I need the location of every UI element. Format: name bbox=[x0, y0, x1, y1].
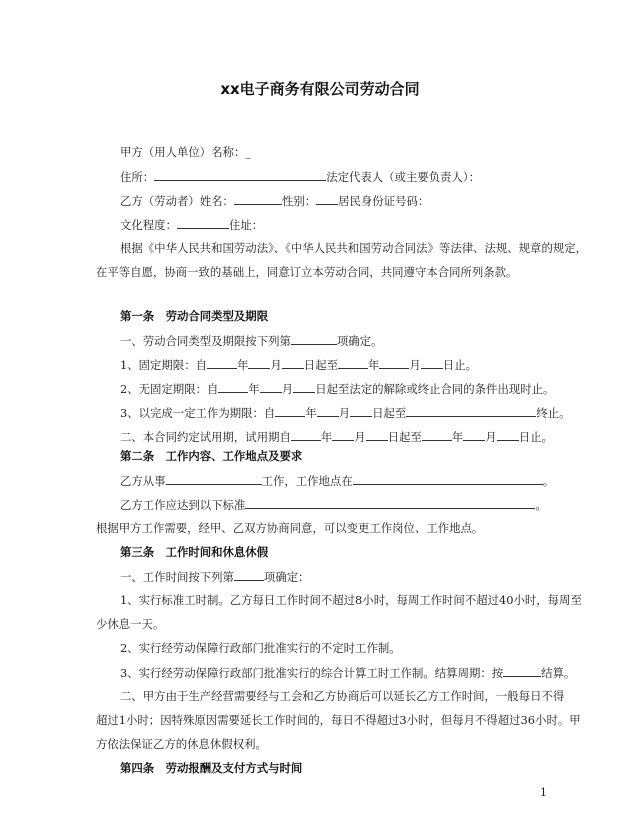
blank-field[interactable] bbox=[350, 404, 372, 417]
work-hours-line: 一、工作时间按下列第 项确定： bbox=[120, 570, 310, 584]
open-term-line: 2、无固定期限：自 年 月 日起至法定的解除或终止合同的条件出现时止。 bbox=[120, 382, 555, 396]
page-number: 1 bbox=[540, 786, 547, 799]
blank-field[interactable] bbox=[234, 192, 282, 205]
preamble-line-1: 根据《中华人民共和国劳动法》、《中华人民共和国劳动合同法》等法律、法规、规章的规定， bbox=[120, 241, 588, 255]
blank-field[interactable] bbox=[497, 428, 519, 441]
fixed-term-line: 1、固定期限：自 年 月 日起至 年 月 日止。 bbox=[120, 358, 477, 372]
overtime-line-2: 超过1小时；因特殊原因需要延长工作时间的，每日不得超过3小时，但每月不得超过36小时。甲 bbox=[96, 713, 581, 727]
blank-field[interactable] bbox=[234, 568, 264, 581]
blank-field[interactable] bbox=[282, 356, 304, 369]
blank-field[interactable] bbox=[248, 356, 270, 369]
work-standard-line: 乙方工作应达到以下标准 。 bbox=[120, 498, 547, 512]
overtime-line-3: 方依法保证乙方的休息休假权利。 bbox=[96, 737, 267, 751]
flexible-hours-line: 2、实行经劳动保障行政部门批准实行的不定时工作制。 bbox=[120, 641, 401, 655]
blank-field[interactable] bbox=[379, 356, 409, 369]
blank-field[interactable] bbox=[332, 428, 354, 441]
preamble-line-2: 在平等自愿，协商一致的基础上，同意订立本劳动合同，共同遵守本合同所列条款。 bbox=[96, 265, 518, 279]
blank-field[interactable] bbox=[316, 192, 338, 205]
job-change-line: 根据甲方工作需要，经甲、乙双方协商同意，可以变更工作岗位、工作地点。 bbox=[96, 521, 484, 535]
blank-field[interactable] bbox=[275, 404, 305, 417]
article-2-heading: 第二条 工作内容、工作地点及要求 bbox=[120, 449, 303, 463]
article-1-heading: 第一条 劳动合同类型及期限 bbox=[120, 309, 269, 323]
blank-field[interactable] bbox=[353, 472, 543, 485]
blank-field[interactable] bbox=[260, 380, 282, 393]
party-b-line: 乙方（劳动者）姓名： 性别： 居民身份证号码： bbox=[120, 194, 430, 208]
blank-field[interactable] bbox=[421, 356, 443, 369]
blank-field[interactable] bbox=[293, 380, 315, 393]
blank-field[interactable] bbox=[218, 380, 248, 393]
article-4-heading: 第四条 劳动报酬及支付方式与时间 bbox=[120, 761, 303, 775]
blank-field[interactable] bbox=[422, 428, 452, 441]
blank-field[interactable] bbox=[338, 356, 368, 369]
blank-field[interactable] bbox=[503, 664, 541, 677]
article-3-heading: 第三条 工作时间和休息休假 bbox=[120, 545, 269, 559]
blank-field[interactable] bbox=[245, 496, 535, 509]
blank-field[interactable] bbox=[154, 168, 326, 181]
comprehensive-hours-line: 3、实行经劳动保障行政部门批准实行的综合计算工时工作制。结算周期：按 结算。 bbox=[120, 666, 576, 680]
document-title: xx电子商务有限公司劳动合同 bbox=[220, 80, 420, 98]
education-line: 文化程度： 住址： bbox=[120, 218, 264, 232]
blank-field[interactable] bbox=[366, 428, 388, 441]
standard-hours-line-1: 1、实行标准工时制。乙方每日工作时间不超过8小时，每周工作时间不超过40小时，每周至 bbox=[120, 593, 582, 607]
probation-line: 二、本合同约定试用期，试用期自 年 月 日起至 年 月 日止。 bbox=[120, 430, 553, 444]
blank-field[interactable] bbox=[177, 216, 229, 229]
overtime-line-1: 二、甲方由于生产经营需要经与工会和乙方协商后可以延长乙方工作时间，一般每日不得 bbox=[120, 689, 565, 703]
blank-field[interactable] bbox=[291, 332, 337, 345]
blank-field[interactable] bbox=[207, 356, 237, 369]
address-line: 住所： 法定代表人（或主要负责人）： bbox=[120, 170, 480, 184]
job-content-line: 乙方从事 工作，工作地点在 。 bbox=[120, 474, 555, 488]
contract-type-line: 一、劳动合同类型及期限按下列第 项确定。 bbox=[120, 334, 383, 348]
blank-field[interactable] bbox=[463, 428, 485, 441]
blank-field[interactable] bbox=[406, 404, 536, 417]
blank-field[interactable] bbox=[166, 472, 262, 485]
blank-field[interactable] bbox=[317, 404, 339, 417]
standard-hours-line-2: 少休息一天。 bbox=[96, 617, 165, 631]
party-a-name-line: 甲方（用人单位）名称：_ bbox=[120, 145, 251, 159]
blank-field[interactable] bbox=[291, 428, 321, 441]
task-term-line: 3、以完成一定工作为期限：自 年 月 日起至 终止。 bbox=[120, 406, 571, 420]
